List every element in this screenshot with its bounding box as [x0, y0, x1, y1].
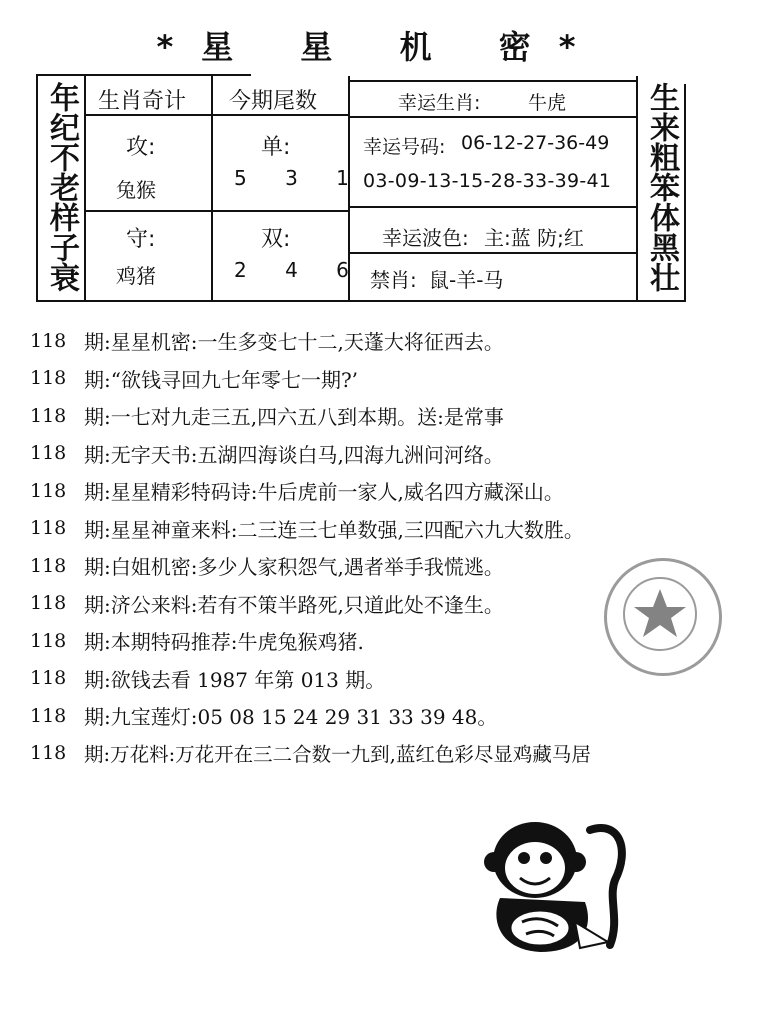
- defend-label: 守:: [126, 227, 156, 252]
- divider: [350, 206, 636, 208]
- divider: [36, 74, 251, 76]
- lucky-zodiac-label: 幸运生肖:: [398, 92, 481, 114]
- issue-number: 118: [30, 742, 67, 765]
- monkey-mascot-icon: [480, 810, 630, 955]
- left-vertical-verse: 年纪不老样子衰: [44, 82, 79, 292]
- issue-number: 118: [30, 592, 67, 615]
- info-panel: [36, 74, 686, 302]
- entry-text: 期:星星机密:一生多变七十二,天蓬大将征西去。: [84, 330, 504, 355]
- divider: [350, 252, 636, 254]
- issue-number: 118: [30, 367, 67, 390]
- issue-number: 118: [30, 329, 67, 352]
- lucky-numbers-line1: 06-12-27-36-49: [461, 132, 610, 154]
- divider: [36, 74, 38, 302]
- single-value: 5 3 1: [234, 166, 365, 190]
- divider: [350, 116, 636, 118]
- list-item: [30, 397, 755, 435]
- list-item: [30, 697, 755, 735]
- lucky-zodiac-value: 牛虎: [528, 92, 567, 114]
- issue-number: 118: [30, 667, 67, 690]
- lucky-numbers-label: 幸运号码:: [363, 136, 446, 158]
- divider: [211, 76, 213, 300]
- divider: [86, 210, 348, 212]
- issue-number: 118: [30, 704, 67, 727]
- list-item: [30, 735, 755, 773]
- single-label: 单:: [261, 135, 291, 160]
- lucky-wave-label: 幸运波色:: [382, 226, 469, 250]
- divider: [684, 84, 686, 302]
- entry-text: 期:九宝莲灯:05 08 15 24 29 31 33 39 48。: [84, 705, 498, 730]
- divider: [350, 80, 636, 82]
- entry-text: 期:无字天书:五湖四海谈白马,四海九洲问河络。: [84, 442, 504, 467]
- issue-number: 118: [30, 554, 67, 577]
- lucky-numbers-line2: 03-09-13-15-28-33-39-41: [363, 170, 612, 192]
- double-label: 双:: [261, 227, 291, 252]
- entry-text: 期:济公来料:若有不策半路死,只道此处不逢生。: [84, 592, 504, 617]
- lucky-wave-value: 主:蓝 防;红: [484, 226, 584, 250]
- double-value: 2 4 6: [234, 258, 365, 282]
- list-item: [30, 510, 755, 548]
- divider: [36, 300, 686, 302]
- star-icon: [607, 561, 713, 667]
- entry-text: 期:万花料:万花开在三二合数一九到,蓝红色彩尽显鸡藏马居: [84, 743, 591, 767]
- page-title: *星 星 机 密*: [156, 28, 604, 66]
- attack-value: 兔猴: [116, 178, 156, 202]
- attack-label: 攻:: [126, 135, 156, 160]
- entry-text: 期:本期特码推荐:牛虎兔猴鸡猪.: [84, 630, 364, 655]
- col2-header: 今期尾数: [229, 89, 318, 114]
- seal-stamp: [604, 558, 722, 676]
- entry-text: 期:星星精彩特码诗:牛后虎前一家人,威名四方藏深山。: [84, 480, 564, 505]
- defend-value: 鸡猪: [116, 264, 156, 288]
- entries-list: [30, 322, 755, 772]
- issue-number: 118: [30, 442, 67, 465]
- list-item: [30, 435, 755, 473]
- entry-text: 期:星星神童来料:二三连三七单数强,三四配六九大数胜。: [84, 517, 584, 542]
- issue-number: 118: [30, 629, 67, 652]
- divider: [636, 76, 638, 300]
- right-vertical-verse: 生来粗笨体黑壮: [644, 82, 679, 292]
- issue-number: 118: [30, 404, 67, 427]
- entry-text: 期:“欲钱寻回九七年零七一期?’: [84, 367, 359, 392]
- issue-number: 118: [30, 517, 67, 540]
- entry-text: 期:欲钱去看 1987 年第 013 期。: [84, 667, 386, 692]
- entry-text: 期:白姐机密:多少人家积怨气,遇者举手我慌逃。: [84, 555, 504, 580]
- issue-number: 118: [30, 479, 67, 502]
- forbidden-value: 鼠-羊-马: [429, 268, 504, 292]
- forbidden-label: 禁肖:: [370, 268, 417, 292]
- list-item: [30, 472, 755, 510]
- col1-header: 生肖奇计: [98, 89, 187, 114]
- entry-text: 期:一七对九走三五,四六五八到本期。送:是常事: [84, 405, 504, 430]
- list-item: [30, 322, 755, 360]
- list-item: [30, 360, 755, 398]
- divider: [84, 74, 86, 302]
